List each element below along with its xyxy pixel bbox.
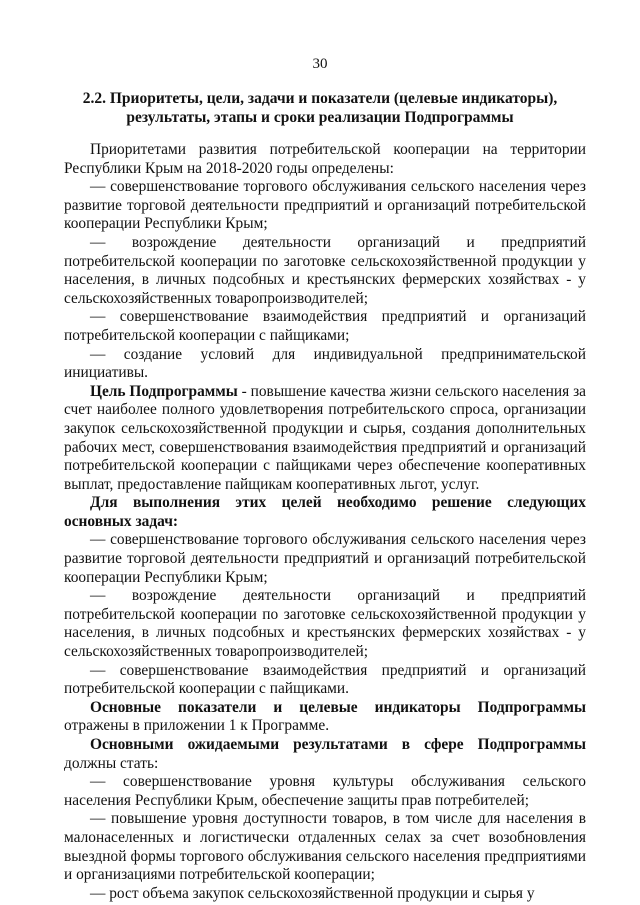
list-item — [64, 234, 586, 308]
list-item — [64, 662, 586, 699]
paragraph-text: Приоритетами развития потребительской кооперации на территории Республики Крым на 2018-2020 годы определены: — [64, 141, 586, 177]
list-item — [64, 346, 586, 383]
paragraph-bold-lead: Основные показатели и целевые индикаторы Подпрограммы — [90, 698, 586, 716]
paragraph — [64, 141, 586, 178]
list-item — [64, 773, 586, 810]
paragraph-text: — возрождение деятельности организаций и предприятий потребительской кооперации по заготовке сельскохозяйственной продукции у населения, в личных подсобных и крестьянских фермерских хозяйствах - у сельскохозяйственных товаропроизводителей; — [64, 587, 586, 661]
list-item — [64, 308, 586, 345]
list-item — [64, 587, 586, 661]
paragraph — [64, 494, 586, 531]
paragraph — [64, 383, 586, 495]
section-heading-line-1: 2.2. Приоритеты, цели, задачи и показатели (целевые индикаторы), — [82, 90, 558, 107]
list-item — [64, 178, 586, 234]
paragraph-bold-lead: Основными ожидаемыми результатами в сфере Подпрограммы — [90, 736, 586, 753]
paragraph-text: — совершенствование взаимодействия предприятий и организаций потребительской кооперации с пайщиками; — [64, 308, 586, 344]
paragraph-bold-lead: Цель Подпрограммы — [90, 382, 238, 400]
section-heading-line-2: результаты, этапы и сроки реализации Подпрограммы — [126, 109, 514, 126]
body-text — [64, 141, 586, 903]
paragraph — [64, 736, 586, 773]
list-item — [64, 531, 586, 587]
paragraph-text: должны стать: — [64, 754, 159, 772]
paragraph-text: — возрождение деятельности организаций и предприятий потребительской кооперации по заготовке сельскохозяйственной продукции у населения, в личных подсобных и крестьянских фермерских хозяйствах - у сельскохозяйственных товаропроизводителей; — [64, 233, 586, 307]
paragraph-bold-lead: Для выполнения этих целей необходимо решение следующих основных задач: — [64, 494, 586, 530]
page-number: 30 — [312, 56, 328, 72]
paragraph-text: — совершенствование взаимодействия предприятий и организаций потребительской кооперации с пайщиками. — [64, 661, 586, 698]
paragraph-text: — рост объема закупок сельскохозяйственной продукции и сырья у — [90, 884, 535, 902]
paragraph-text: — совершенствование уровня культуры обслуживания сельского населения Республики Крым, обеспечение защиты прав потребителей; — [64, 773, 586, 809]
paragraph-text: — совершенствование торгового обслуживания сельского населения через развитие торговой деятельности предприятий и организаций потребительской кооперации Республики Крым; — [64, 531, 586, 586]
paragraph-text: — создание условий для индивидуальной предпринимательской инициативы. — [64, 345, 586, 382]
list-item — [64, 810, 586, 884]
section-heading — [80, 89, 560, 127]
paragraph-text: - повышение качества жизни сельского населения за счет наиболее полного удовлетворения потребительского спроса, организации закупок сельскохозяйственной продукции и сырья, создания дополнительных рабочих мест, совершенствования взаимодействия предприятий и организаций потребительской кооперации с пайщиками через обеспечение кооперативных выплат, предоставление пайщикам кооперативных льгот, услуг. — [64, 382, 586, 493]
paragraph-text: — повышение уровня доступности товаров, в том числе для населения в малонаселенных и логистически отдаленных селах за счет возобновления выездной формы торгового обслуживания сельского населения предприятиями и организациями потребительской кооперации; — [64, 810, 586, 884]
list-item — [64, 885, 586, 904]
paragraph — [64, 699, 586, 736]
paragraph-text: — совершенствование торгового обслуживания сельского населения через развитие торговой деятельности предприятий и организаций потребительской кооперации Республики Крым; — [64, 178, 586, 233]
paragraph-text: отражены в приложении 1 к Программе. — [64, 717, 330, 735]
